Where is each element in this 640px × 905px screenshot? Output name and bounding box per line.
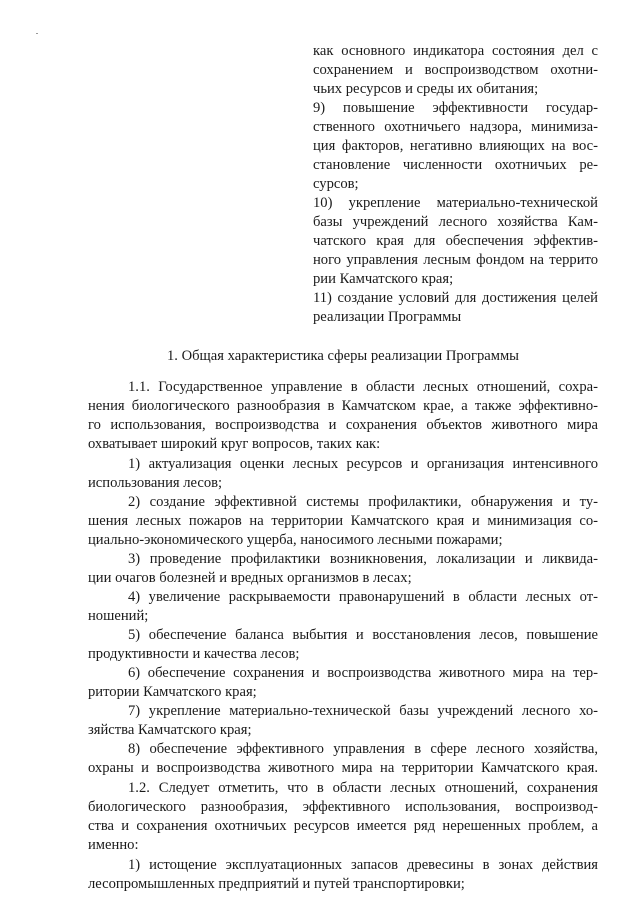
scan-mark xyxy=(36,33,38,34)
paragraph-line: зяйства Камчатского края; xyxy=(88,722,252,738)
paragraph-line: го использования, воспроизводства и сохранения объектов животного мира xyxy=(88,417,598,433)
list-line: сурсов; xyxy=(313,176,359,192)
list-line: базы учреждений лесного хозяйства Кам- xyxy=(313,214,598,230)
list-line: реализации Программы xyxy=(313,309,462,325)
list-line: чьих ресурсов и среды их обитания; xyxy=(313,81,539,97)
paragraph-line: биологического разнообразия, эффективного использования, воспроизвод- xyxy=(88,799,598,815)
paragraph-line: охраны и воспроизводства животного мира на территории Камчатского края. xyxy=(88,760,598,776)
section-heading: 1. Общая характеристика сферы реализации Программы xyxy=(167,348,519,364)
list-item-10: 10) укрепление материально-технической xyxy=(313,195,598,211)
paragraph-line: охватывает широкий круг вопросов, таких как: xyxy=(88,436,381,452)
paragraph-line: продуктивности и качества лесов; xyxy=(88,646,300,662)
list-item-3: 3) проведение профилактики возникновения, локализации и ликвида- xyxy=(128,551,598,567)
problem-item-1: 1) истощение эксплуатационных запасов древесины в зонах действия xyxy=(128,857,598,873)
list-line: ция факторов, негативно влияющих на вос- xyxy=(313,138,598,154)
list-line: рии Камчатского края; xyxy=(313,271,454,287)
list-item-7: 7) укрепление материально-технической базы учреждений лесного хо- xyxy=(128,703,598,719)
list-item-1: 1) актуализация оценки лесных ресурсов и организация интенсивного xyxy=(128,456,598,472)
paragraph-line: ции очагов болезней и вредных организмов в лесах; xyxy=(88,570,412,586)
list-item-4: 4) увеличение раскрываемости правонарушений в области лесных от- xyxy=(128,589,598,605)
paragraph-line: лесопромышленных предприятий и путей транспортировки; xyxy=(88,876,465,892)
paragraph-line: ритории Камчатского края; xyxy=(88,684,257,700)
paragraph-line: ношений; xyxy=(88,608,149,624)
paragraph-line: циально-экономического ущерба, наносимого лесными пожарами; xyxy=(88,532,503,548)
paragraph-line: шения лесных пожаров на территории Камчатского края и минимизация со- xyxy=(88,513,598,529)
list-item-2: 2) создание эффективной системы профилактики, обнаружения и ту- xyxy=(128,494,598,510)
list-item-8: 8) обеспечение эффективного управления в сфере лесного хозяйства, xyxy=(128,741,598,757)
list-item-6: 6) обеспечение сохранения и воспроизводства животного мира на тер- xyxy=(128,665,598,681)
paragraph-line: 1.1. Государственное управление в области лесных отношений, сохра- xyxy=(128,379,598,395)
paragraph-line: ства и сохранения охотничьих ресурсов имеется ряд нерешенных проблем, а xyxy=(88,818,598,834)
paragraph-line: использования лесов; xyxy=(88,475,223,491)
list-line: становление численности охотничьих ре- xyxy=(313,157,598,173)
list-item-11: 11) создание условий для достижения целей xyxy=(313,290,598,306)
paragraph-1-2: 1.2. Следует отметить, что в области лесных отношений, сохранения xyxy=(128,780,598,796)
paragraph-line: именно: xyxy=(88,837,139,853)
list-line: ного управления лесным фондом на террито xyxy=(313,252,598,268)
list-line: ственного охотничьего надзора, минимиза- xyxy=(313,119,598,135)
list-line: сохранением и воспроизводством охотни- xyxy=(313,62,598,78)
list-line: чатского края для обеспечения эффектив- xyxy=(313,233,598,249)
list-item-5: 5) обеспечение баланса выбытия и восстановления лесов, повышение xyxy=(128,627,598,643)
paragraph-line: нения биологического разнообразия в Камчатском крае, а также эффективно- xyxy=(88,398,598,414)
list-item-9: 9) повышение эффективности государ- xyxy=(313,100,598,116)
list-line: как основного индикатора состояния дел с xyxy=(313,43,598,59)
